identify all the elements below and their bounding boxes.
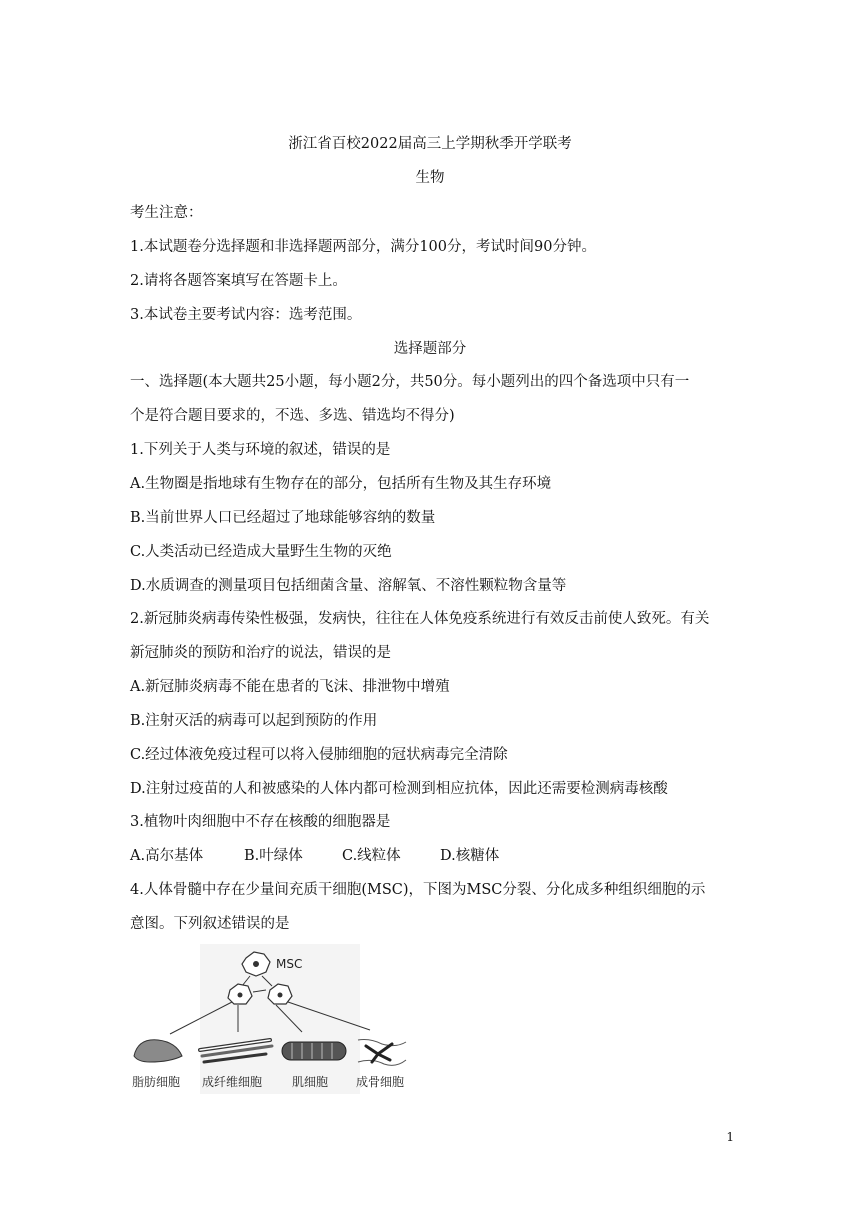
msc-diagram [130,944,420,1094]
notice-heading: 考生注意： [130,205,203,221]
section-intro: 一、选择题(本大题共25小题，每小题2分，共50分。每小题列出的四个备选项中只有一 [130,374,690,390]
cell-label: 成骨细胞 [356,1075,405,1089]
question-option: C.人类活动已经造成大量野生生物的灭绝 [130,544,392,560]
question-option: A.高尔基体 [130,848,204,864]
subject-title: 生物 [415,170,445,186]
question-option: D.水质调查的测量项目包括细菌含量、溶解氧、不溶性颗粒物含量等 [130,578,567,594]
cell-label: 脂肪细胞 [132,1075,181,1089]
notice-item: 3.本试卷主要考试内容：选考范围。 [130,307,362,323]
question-stem: 2.新冠肺炎病毒传染性极强，发病快，往往在人体免疫系统进行有效反击前使人致死。有关 [130,611,710,627]
msc-label: MSC [276,957,303,971]
question-option: D.核糖体 [440,848,500,864]
cell-label: 成纤维细胞 [202,1075,263,1089]
question-stem: 3.植物叶肉细胞中不存在核酸的细胞器是 [130,814,391,830]
muscle-cell-icon [282,1042,346,1060]
question-stem: 新冠肺炎的预防和治疗的说法，错误的是 [130,645,391,661]
question-options-row [130,846,734,866]
notice-item: 2.请将各题答案填写在答题卡上。 [130,273,347,289]
question-stem: 意图。下列叙述错误的是 [130,916,290,932]
osteoblast-icon [358,1040,406,1066]
question-option: A.新冠肺炎病毒不能在患者的飞沫、排泄物中增殖 [130,679,450,695]
question-option: C.线粒体 [342,848,401,864]
question-stem: 1.下列关于人类与环境的叙述，错误的是 [130,442,391,458]
exam-title: 浙江省百校2022届高三上学期秋季开学联考 [288,136,572,152]
question-option: B.叶绿体 [244,848,303,864]
question-option: A.生物圈是指地球有生物存在的部分，包括所有生物及其生存环境 [130,476,552,492]
question-option: B.注射灭活的病毒可以起到预防的作用 [130,713,378,729]
cell-label: 肌细胞 [292,1075,329,1089]
question-option: C.经过体液免疫过程可以将入侵肺细胞的冠状病毒完全清除 [130,747,508,763]
msc-differentiation-figure [130,944,420,1094]
question-option: B.当前世界人口已经超过了地球能够容纳的数量 [130,510,436,526]
question-stem: 4.人体骨髓中存在少量间充质干细胞(MSC)，下图为MSC分裂、分化成多种组织细胞的示 [130,882,706,898]
question-option: D.注射过疫苗的人和被感染的人体内都可检测到相应抗体，因此还需要检测病毒核酸 [130,781,668,797]
section-intro: 个是符合题目要求的，不选、多选、错选均不得分) [130,408,455,424]
page-number: 1 [726,1130,734,1144]
section-title: 选择题部分 [393,341,467,357]
notice-item: 1.本试题卷分选择题和非选择题两部分，满分100分，考试时间90分钟。 [130,239,596,255]
adipocyte-icon [134,1040,182,1062]
